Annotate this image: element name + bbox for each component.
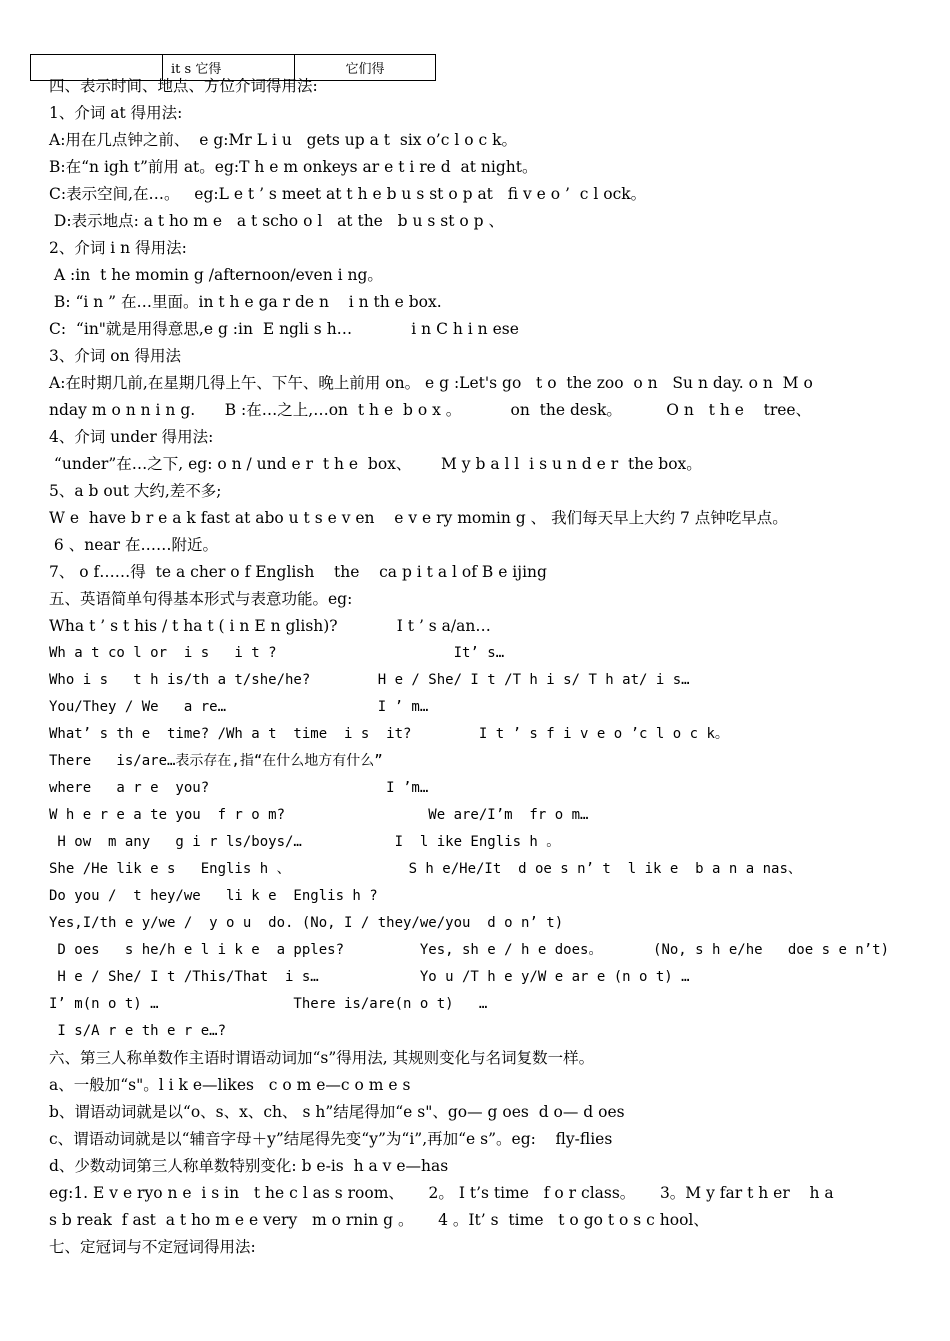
text-line: b、谓语动词就是以“o、s、x、ch、 s h”结尾得加“e s"、go— g oes d o— d oes: [49, 1103, 625, 1121]
text-line: C: “in"就是用得意思,e g :in E ngli s h… i n C h i n ese: [49, 320, 519, 338]
text-line: W e have b r e a k fast at abo u t s e v en e v e ry momin g 、 我们每天早上大约 7 点钟吃早点。: [49, 509, 788, 527]
text-line: C:表示空间,在…。 eg:L e t ’ s meet at t h e b u s st o p at fi v e o ’ c l ock。: [49, 185, 647, 203]
text-line: c、谓语动词就是以“辅音字母＋y”结尾得先变“y”为“i”,再加“e s”。eg: fly-flies: [49, 1130, 613, 1148]
text-line: A :in t he momin g /afternoon/even i ng。: [49, 266, 383, 284]
text-line: B:在“n igh t”前用 at。eg:T h e m onkeys ar e t i re d at night。: [49, 158, 538, 176]
text-line: 1、介词 at 得用法:: [49, 104, 183, 122]
text-line: where a r e you? I ’m…: [49, 780, 429, 796]
text-line: 2、介词 i n 得用法:: [49, 239, 187, 257]
text-line: B: “i n ” 在…里面。in t h e ga r de n i n th e box.: [49, 293, 442, 311]
text-line: 3、介词 on 得用法: [49, 347, 182, 365]
text-line: I’ m(n o t) … There is/are(n o t) …: [49, 996, 488, 1012]
text-line: W h e r e a te you f r o m? We are/I’m fr o m…: [49, 807, 589, 823]
text-line: nday m o n n i n g. B :在…之上,…on t h e b o x 。 on the desk。 O n t h e tree、: [49, 401, 812, 419]
text-line: There is/are…表示存在,指“在什么地方有什么”: [49, 753, 383, 769]
text-line: D oes s he/h e l i k e a pples? Yes, sh e / h e does。 (No, s h e/he doe s e n’t): [49, 942, 890, 958]
text-line: a、一般加“s"。l i k e—likes c o m e—c o m e s: [49, 1076, 411, 1094]
text-line: 七、定冠词与不定冠词得用法:: [49, 1238, 256, 1256]
text-line: eg:1. E v e ryo n e i s in t he c l as s room、 2。 I t’s time f o r class。 3。M y far t h er h a: [49, 1184, 834, 1202]
text-line: 7、 o f……得 te a cher o f English the ca p i t a l of B e ijing: [49, 563, 547, 581]
text-line: You/They / We a re… I ’ m…: [49, 699, 429, 715]
text-line: A:用在几点钟之前、 e g:Mr L i u gets up a t six o’c l o c k。: [49, 131, 517, 149]
text-line: I s/A r e th e r e…?: [49, 1023, 227, 1039]
text-line: “under”在…之下, eg: o n / und e r t h e box、 M y b a l l i s u n d e r the box。: [49, 455, 702, 473]
text-line: H e / She/ I t /This/That i s… Yo u /T h e y/W e ar e (n o t) …: [49, 969, 690, 985]
text-line: Who i s t h is/th a t/she/he? H e / She/ I t /T h i s/ T h at/ i s…: [49, 672, 690, 688]
text-line: H ow m any g i r ls/boys/… I l ike Englis h 。: [49, 834, 561, 850]
text-line: D:表示地点: a t ho m e a t scho o l at the b u s st o p 、: [49, 212, 504, 230]
text-line: Wha t ’ s t his / t ha t ( i n E n glish)? I t ’ s a/an…: [49, 617, 491, 635]
text-line: 六、第三人称单数作主语时谓语动词加“s”得用法, 其规则变化与名词复数一样。: [49, 1049, 595, 1067]
text-line: 5、a b out 大约,差不多;: [49, 482, 222, 500]
text-line: 6 、near 在……附近。: [49, 536, 218, 554]
text-line: d、少数动词第三人称单数特别变化: b e-is h a v e—has: [49, 1157, 449, 1175]
table-cell: it s 它得: [163, 55, 295, 81]
text-line: What’ s th e time? /Wh a t time i s it? I t ’ s f i v e o ’c l o c k。: [49, 726, 729, 742]
text-line: Wh a t co l or i s i t ? It’ s…: [49, 645, 505, 661]
table-cell: 它们得: [295, 55, 436, 81]
text-line: s b reak f ast a t ho m e e very m o rnin g 。 4 。It’ s time t o go t o s c hool、: [49, 1211, 709, 1229]
text-line: Do you / t hey/we li k e Englis h ?: [49, 888, 378, 904]
text-line: 4、介词 under 得用法:: [49, 428, 214, 446]
text-line: 四、表示时间、地点、方位介词得用法:: [49, 77, 318, 95]
text-line: She /He lik e s Englis h 、 S h e/He/It d oe s n’ t l ik e b a n a nas、: [49, 861, 802, 877]
text-line: Yes,I/th e y/we / y o u do. (No, I / they/we/you d o n’ t): [49, 915, 564, 931]
text-line: 五、英语简单句得基本形式与表意功能。eg:: [49, 590, 353, 608]
text-line: A:在时期几前,在星期几得上午、下午、晚上前用 on。 e g :Let's go t o the zoo o n Su n day. o n M o: [49, 374, 813, 392]
